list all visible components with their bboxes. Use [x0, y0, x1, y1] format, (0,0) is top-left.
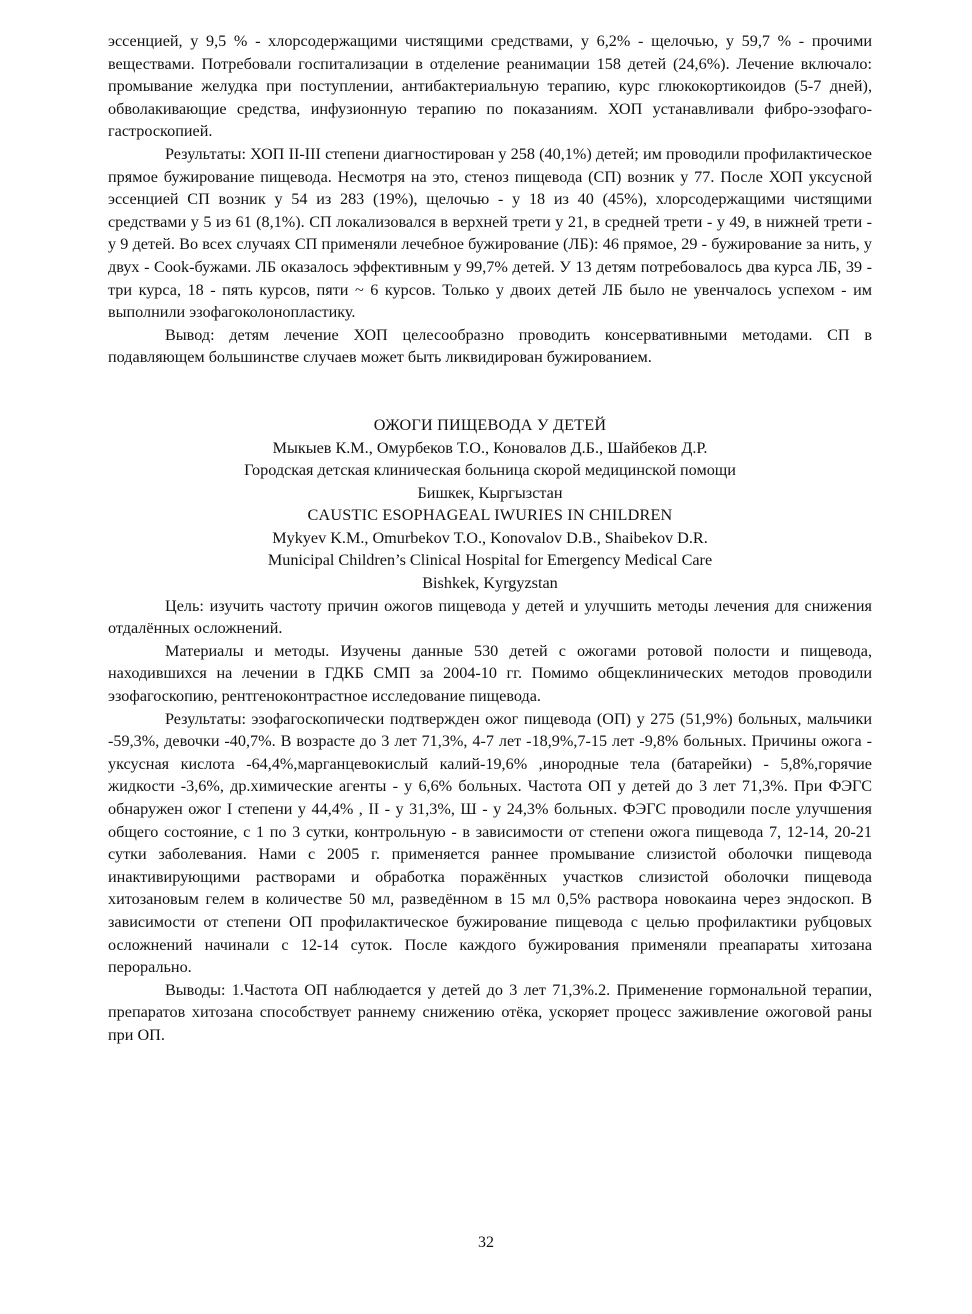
location-ru: Бишкек, Кыргызстан — [417, 483, 563, 502]
institution-en: Municipal Children’s Clinical Hospital for Emergency Medical Care — [267, 551, 713, 570]
document-page — [108, 30, 872, 1047]
article-title-en: CAUSTIC ESOPHAGEAL IWURIES IN CHILDREN — [307, 506, 673, 525]
page-number: 32 — [478, 1234, 494, 1251]
aim-paragraph: Цель: изучить частоту причин ожогов пищевода у детей и улучшить методы лечения для снижения отдалённых осложнений. — [108, 596, 872, 638]
authors-en: Mykyev K.M., Omurbekov T.O., Konovalov D.B., Shaibekov D.R. — [272, 528, 708, 547]
section-spacer — [108, 369, 872, 414]
location-en: Bishkek, Kyrgyzstan — [422, 574, 558, 593]
methods-paragraph: Материалы и методы. Изучены данные 530 детей с ожогами ротовой полости и пищевода, находившихся на лечении в ГДКБ СМП за 2004-10 гг. Помимо общеклинических методов проводили эзофагоскопию, рентгеноконтрастное исследование пищевода. — [108, 641, 872, 706]
conclusion-paragraph: Вывод: детям лечение ХОП целесообразно проводить консервативными методами. СП в подавляющем большинстве случаев может быть ликвидирован бужированием. — [108, 325, 872, 367]
results-paragraph: Результаты: ХОП II-III степени диагностирован у 258 (40,1%) детей; им проводили профилактическое прямое бужирование пищевода. Несмотря на это, стеноз пищевода (СП) возник у 77. После ХОП уксусной эссенцией СП возник у 54 из 283 (19%), щелочью - у 18 из 40 (45%), хлорсодержащими чистящими средствами у 5 из 61 (8,1%). СП локализовался в верхней трети у 21, в средней трети - у 49, в нижней трети - у 9 детей. Во всех случаях СП применяли лечебное бужирование (ЛБ): 46 прямое, 29 - бужирование за нить, у двух - Cook-бужами. ЛБ оказалось эффективным у 99,7% детей. У 13 детям потребовалось два курса ЛБ, 39 - три курса, 18 - пять курсов, пяти ~ 6 курсов. Только у двоих детей ЛБ было не увенчалось успехом - им выполнили эзофагоколонопластику. — [108, 144, 872, 322]
article-title-ru: ОЖОГИ ПИЩЕВОДА У ДЕТЕЙ — [373, 415, 607, 434]
authors-ru: Мыкыев К.М., Омурбеков Т.О., Коновалов Д.Б., Шайбеков Д.Р. — [272, 438, 708, 457]
article-results-paragraph: Результаты: эзофагоскопически подтвержден ожог пищевода (ОП) у 275 (51,9%) больных, мальчики -59,3%, девочки -40,7%. В возрасте до 3 лет 71,3%, 4-7 лет -18,9%,7-15 лет -9,8% больных. Причины ожога - уксусная кислота -64,4%,марганцевокислый калий-19,6% ,инородные тела (батарейки) - 5,8%,горячие жидкости -3,6%, др.химические агенты - у 6,6% больных. Частота ОП у детей до 3 лет 71,3%. При ФЭГС обнаружен ожог I степени у 44,4% , II - у 31,3%, Ш - у 24,3% больных. ФЭГС проводили после улучшения общего состояние, с 1 по 3 сутки, контрольную - в зависимости от степени ожога пищевода 7, 12-14, 20-21 сутки заболевания. Нами с 2005 г. применяется раннее промывание слизистой оболочки пищевода инактивирующими растворами и обработка поражённых участков слизистой оболочки пищевода хитозановым гелем в количестве 50 мл, разведённом в 15 мл 0,5% раствора новокаина через эндоскоп. В зависимости от степени ОП профилактическое бужирование пищевода с целью профилактики рубцовых осложнений начинали с 12-14 суток. После каждого бужирования применяли преапараты хитозана перорально. — [108, 709, 872, 977]
continued-paragraph: эссенцией, у 9,5 % - хлорсодержащими чистящими средствами, у 6,2% - щелочью, у 59,7 % - прочими веществами. Потребовали госпитализации в отделение реанимации 158 детей (24,6%). Лечение включало: промывание желудка при поступлении, антибактериальную терапию, курс глюкокортикоидов (5-7 дней), обволакивающие средства, инфузионную терапию по показаниям. ХОП устанавливали фибро-эзофаго-гастроскопией. — [108, 32, 872, 141]
institution-ru: Городская детская клиническая больница скорой медицинской помощи — [244, 461, 736, 480]
article-conclusions-paragraph: Выводы: 1.Частота ОП наблюдается у детей до 3 лет 71,3%.2. Применение гормональной терапии, препаратов хитозана способствует раннему снижению отёка, ускоряет процесс заживление ожоговой раны при ОП. — [108, 980, 872, 1044]
